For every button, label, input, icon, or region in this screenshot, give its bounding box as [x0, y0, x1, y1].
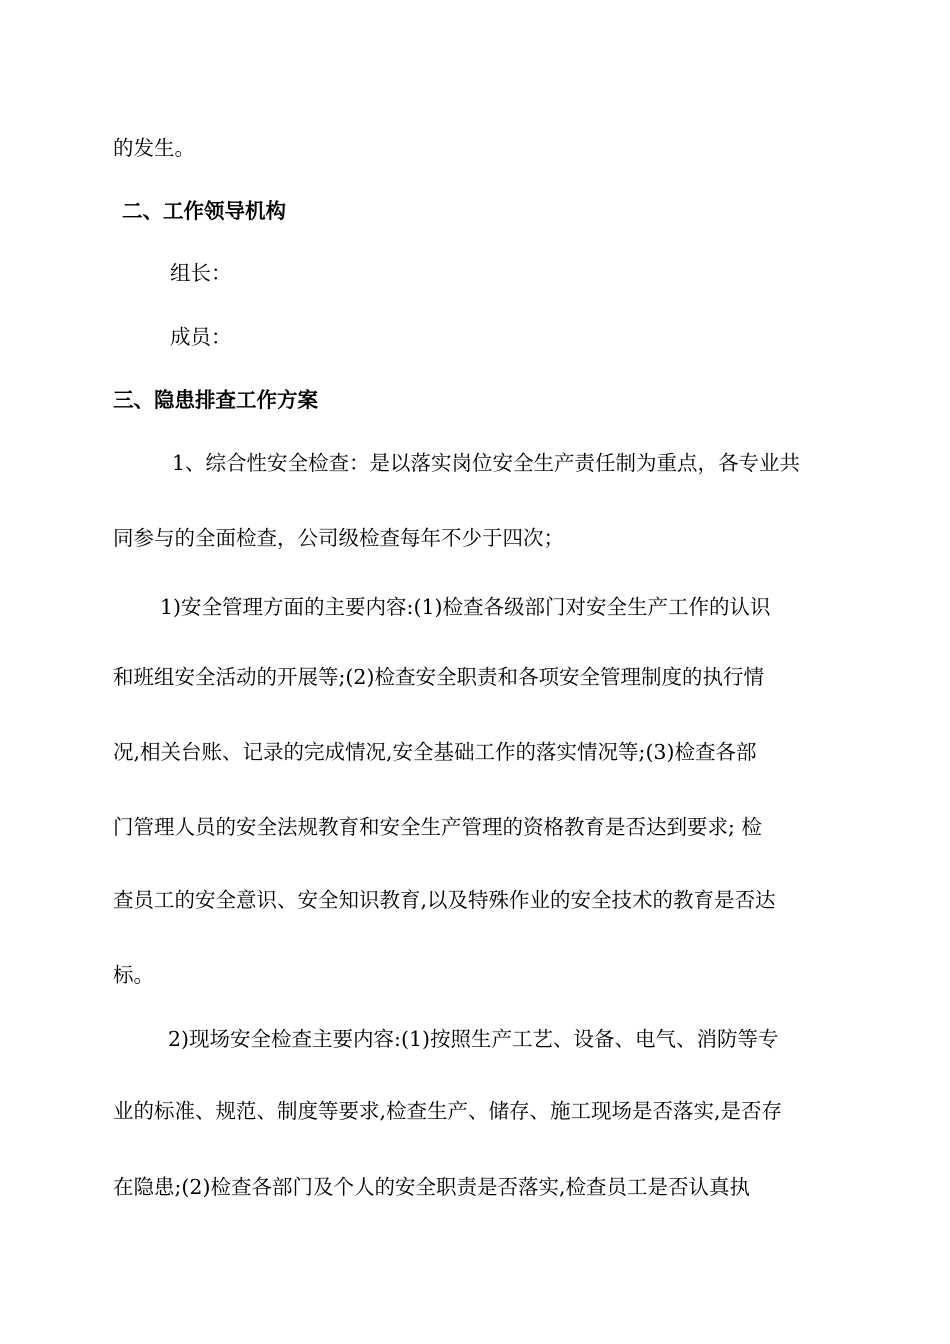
paragraph-line: 和班组安全活动的开展等;(2)检查安全职责和各项安全管理制度的执行情: [113, 665, 764, 689]
paragraph-line: 1)安全管理方面的主要内容:(1)检查各级部门对安全生产工作的认识: [160, 595, 771, 619]
paragraph-line: 况,相关台账、记录的完成情况,安全基础工作的落实情况等;(3)检查各部: [113, 740, 757, 764]
paragraph-line: 的发生。: [113, 136, 195, 160]
paragraph-line: 同参与的全面检查，公司级检查每年不少于四次；: [113, 526, 564, 550]
paragraph-line: 业的标准、规范、制度等要求,检查生产、储存、施工现场是否落实,是否存: [113, 1099, 783, 1123]
section-heading-plan: 三、隐患排查工作方案: [113, 388, 318, 412]
paragraph-line: 在隐患;(2)检查各部门及个人的安全职责是否落实,检查员工是否认真执: [113, 1175, 750, 1199]
leader-label: 组长：: [170, 261, 232, 285]
paragraph-line: 标。: [113, 963, 154, 987]
paragraph-line: 2)现场安全检查主要内容:(1)按照生产工艺、设备、电气、消防等专: [168, 1027, 779, 1051]
members-label: 成员：: [170, 325, 232, 349]
section-heading-leadership: 二、工作领导机构: [122, 199, 286, 223]
paragraph-line: 查员工的安全意识、安全知识教育,以及特殊作业的安全技术的教育是否达: [113, 888, 776, 912]
paragraph-line: 门管理人员的安全法规教育和安全生产管理的资格教育是否达到要求; 检: [113, 815, 762, 839]
paragraph-line: 1、综合性安全检查：是以落实岗位安全生产责任制为重点，各专业共: [172, 451, 801, 475]
